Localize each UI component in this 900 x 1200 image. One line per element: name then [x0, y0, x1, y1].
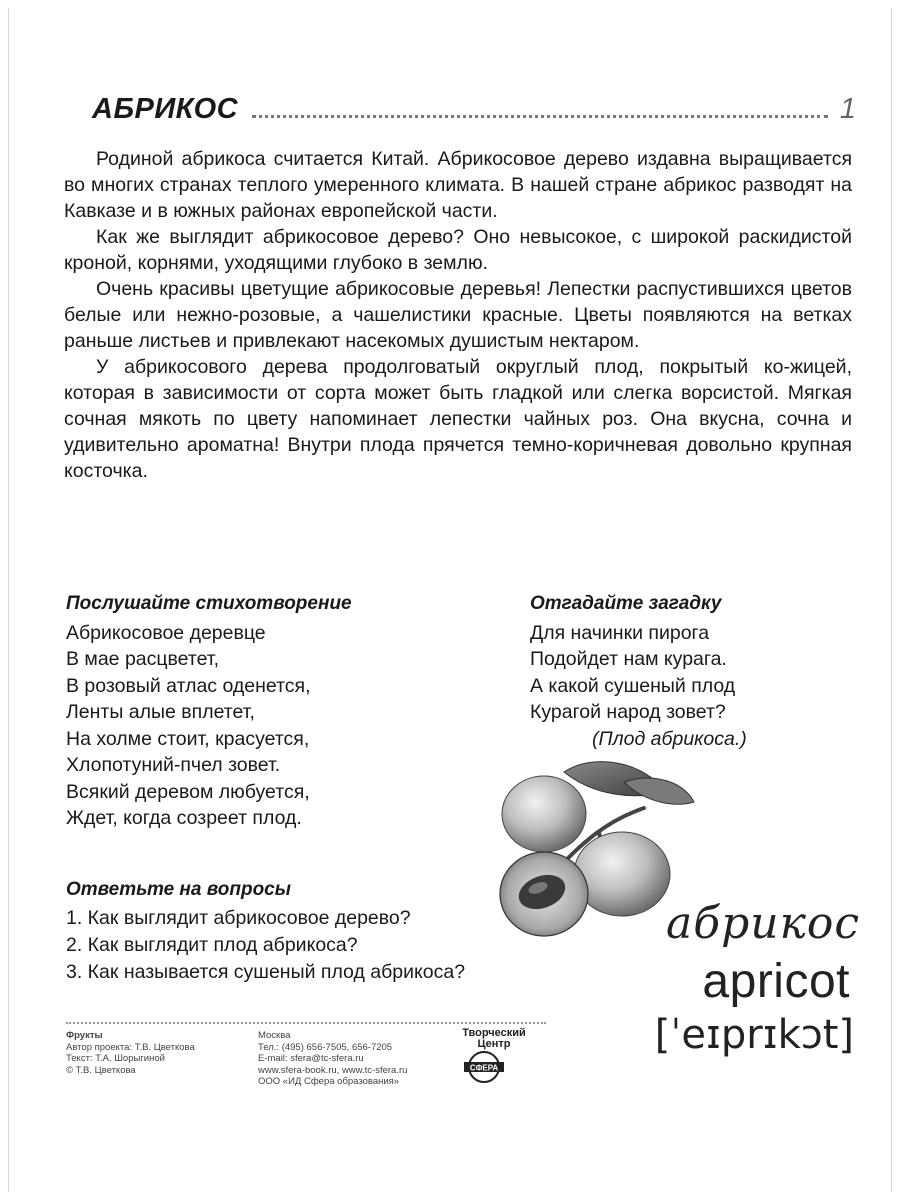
publisher-name — [454, 1028, 534, 1050]
riddle-answer: (Плод абрикоса.) — [592, 727, 747, 750]
poem-line: Всякий деревом любуется, — [66, 780, 310, 803]
questions-heading: Ответьте на вопросы — [66, 879, 291, 900]
footer-credit-line: Текст: Т.А. Шорыгиной — [66, 1053, 165, 1064]
question-item: 3. Как называется сушеный плод абрикоса? — [66, 961, 466, 983]
leaf-shape — [624, 778, 694, 804]
page-title: АБРИКОС — [92, 93, 239, 125]
intro-paragraph: Как же выглядит абрикосовое дерево? Оно невысокое, с широкой раскидистой кроной, корнями, уходящими глубоко в землю. — [64, 226, 852, 274]
footer-credit-line: Автор проекта: Т.В. Цветкова — [66, 1041, 195, 1053]
poem-line: Хлопотуний-пчел зовет. — [66, 754, 281, 776]
footer-divider — [66, 1022, 546, 1024]
footer-contact-line: Тел.: (495) 656-7505, 656-7205 — [258, 1041, 393, 1053]
question-item: 1. Как выглядит абрикосовое дерево? — [66, 907, 411, 929]
questions-section — [66, 876, 586, 986]
riddle-line: Для начинки пирога — [530, 621, 710, 644]
title-dot-leader — [252, 115, 828, 118]
footer-contact-line: E-mail: sfera@tc-sfera.ru — [258, 1053, 364, 1064]
footer-contact-line: www.sfera-book.ru, www.tc-sfera.ru — [258, 1064, 408, 1076]
transcription: [ˈeɪprɪkɔt] — [654, 1012, 854, 1058]
whole-apricot-shape — [502, 776, 586, 852]
page-number: 1 — [839, 93, 856, 125]
intro-paragraph: У абрикосового дерева продолговатый округлый плод, покрытый ко-жицей, которая в зависимости от сорта может быть гладкой или слегка ворсистой. Мягкая сочная мякоть по цвету напоминает лепестки чайных роз. Она вкусна, сочна и удивительно ароматна! Внутри плода прячется темно-коричневая довольно крупная косточка. — [64, 356, 852, 482]
riddle-line: Подойдет нам курага. — [530, 648, 727, 670]
page-header — [92, 82, 856, 126]
english-word: apricot — [702, 955, 850, 1008]
poem-line: На холме стоит, красуется, — [66, 727, 310, 750]
footer-contacts — [258, 1030, 438, 1088]
footer-credit-line: Фрукты — [66, 1030, 103, 1041]
poem-line: Ленты алые вплетет, — [66, 701, 255, 723]
sfera-logo-icon — [462, 1050, 506, 1084]
footer-contact-line: Москва — [258, 1030, 291, 1041]
poem-line: В розовый атлас оденется, — [66, 674, 311, 697]
poem-heading: Послушайте стихотворение — [66, 593, 352, 614]
publisher-name-line: Творческий — [462, 1027, 526, 1039]
poem-line: Абрикосовое деревце — [66, 621, 266, 644]
footer-contact-line: ООО «ИД Сфера образования» — [258, 1076, 400, 1087]
poem-line: В мае расцветет, — [66, 648, 219, 670]
poem-section — [66, 591, 486, 832]
russian-word-cursive: абрикос — [666, 898, 860, 949]
footer-credit-line: © Т.В. Цветкова — [66, 1064, 136, 1076]
publisher-name-line: Центр — [477, 1038, 511, 1050]
publisher-block — [446, 1028, 542, 1086]
riddle-line: А какой сушеный плод — [530, 674, 736, 697]
intro-paragraph: Очень красивы цветущие абрикосовые деревья! Лепестки распустившихся цветов белые или нежно-розовые, а чашелистики красные. Цветы появляются на ветках раньше листьев и привлекают насекомых душистым нектаром. — [64, 278, 852, 352]
footer-credits — [66, 1030, 236, 1076]
whole-apricot-shape — [574, 832, 670, 916]
poem-line: Ждет, когда созреет плод. — [66, 807, 302, 829]
logo-text: СФЕРА — [469, 1063, 499, 1073]
question-item: 2. Как выглядит плод абрикоса? — [66, 934, 358, 956]
riddle-heading: Отгадайте загадку — [530, 593, 722, 614]
intro-text — [64, 146, 852, 484]
intro-paragraph: Родиной абрикоса считается Китай. Абрикосовое дерево издавна выращивается во многих странах теплого умеренного климата. В нашей стране абрикос разводят на Кавказе и в южных районах европейской части. — [64, 148, 852, 222]
riddle-line: Курагой народ зовет? — [530, 701, 726, 723]
riddle-section — [530, 591, 850, 752]
